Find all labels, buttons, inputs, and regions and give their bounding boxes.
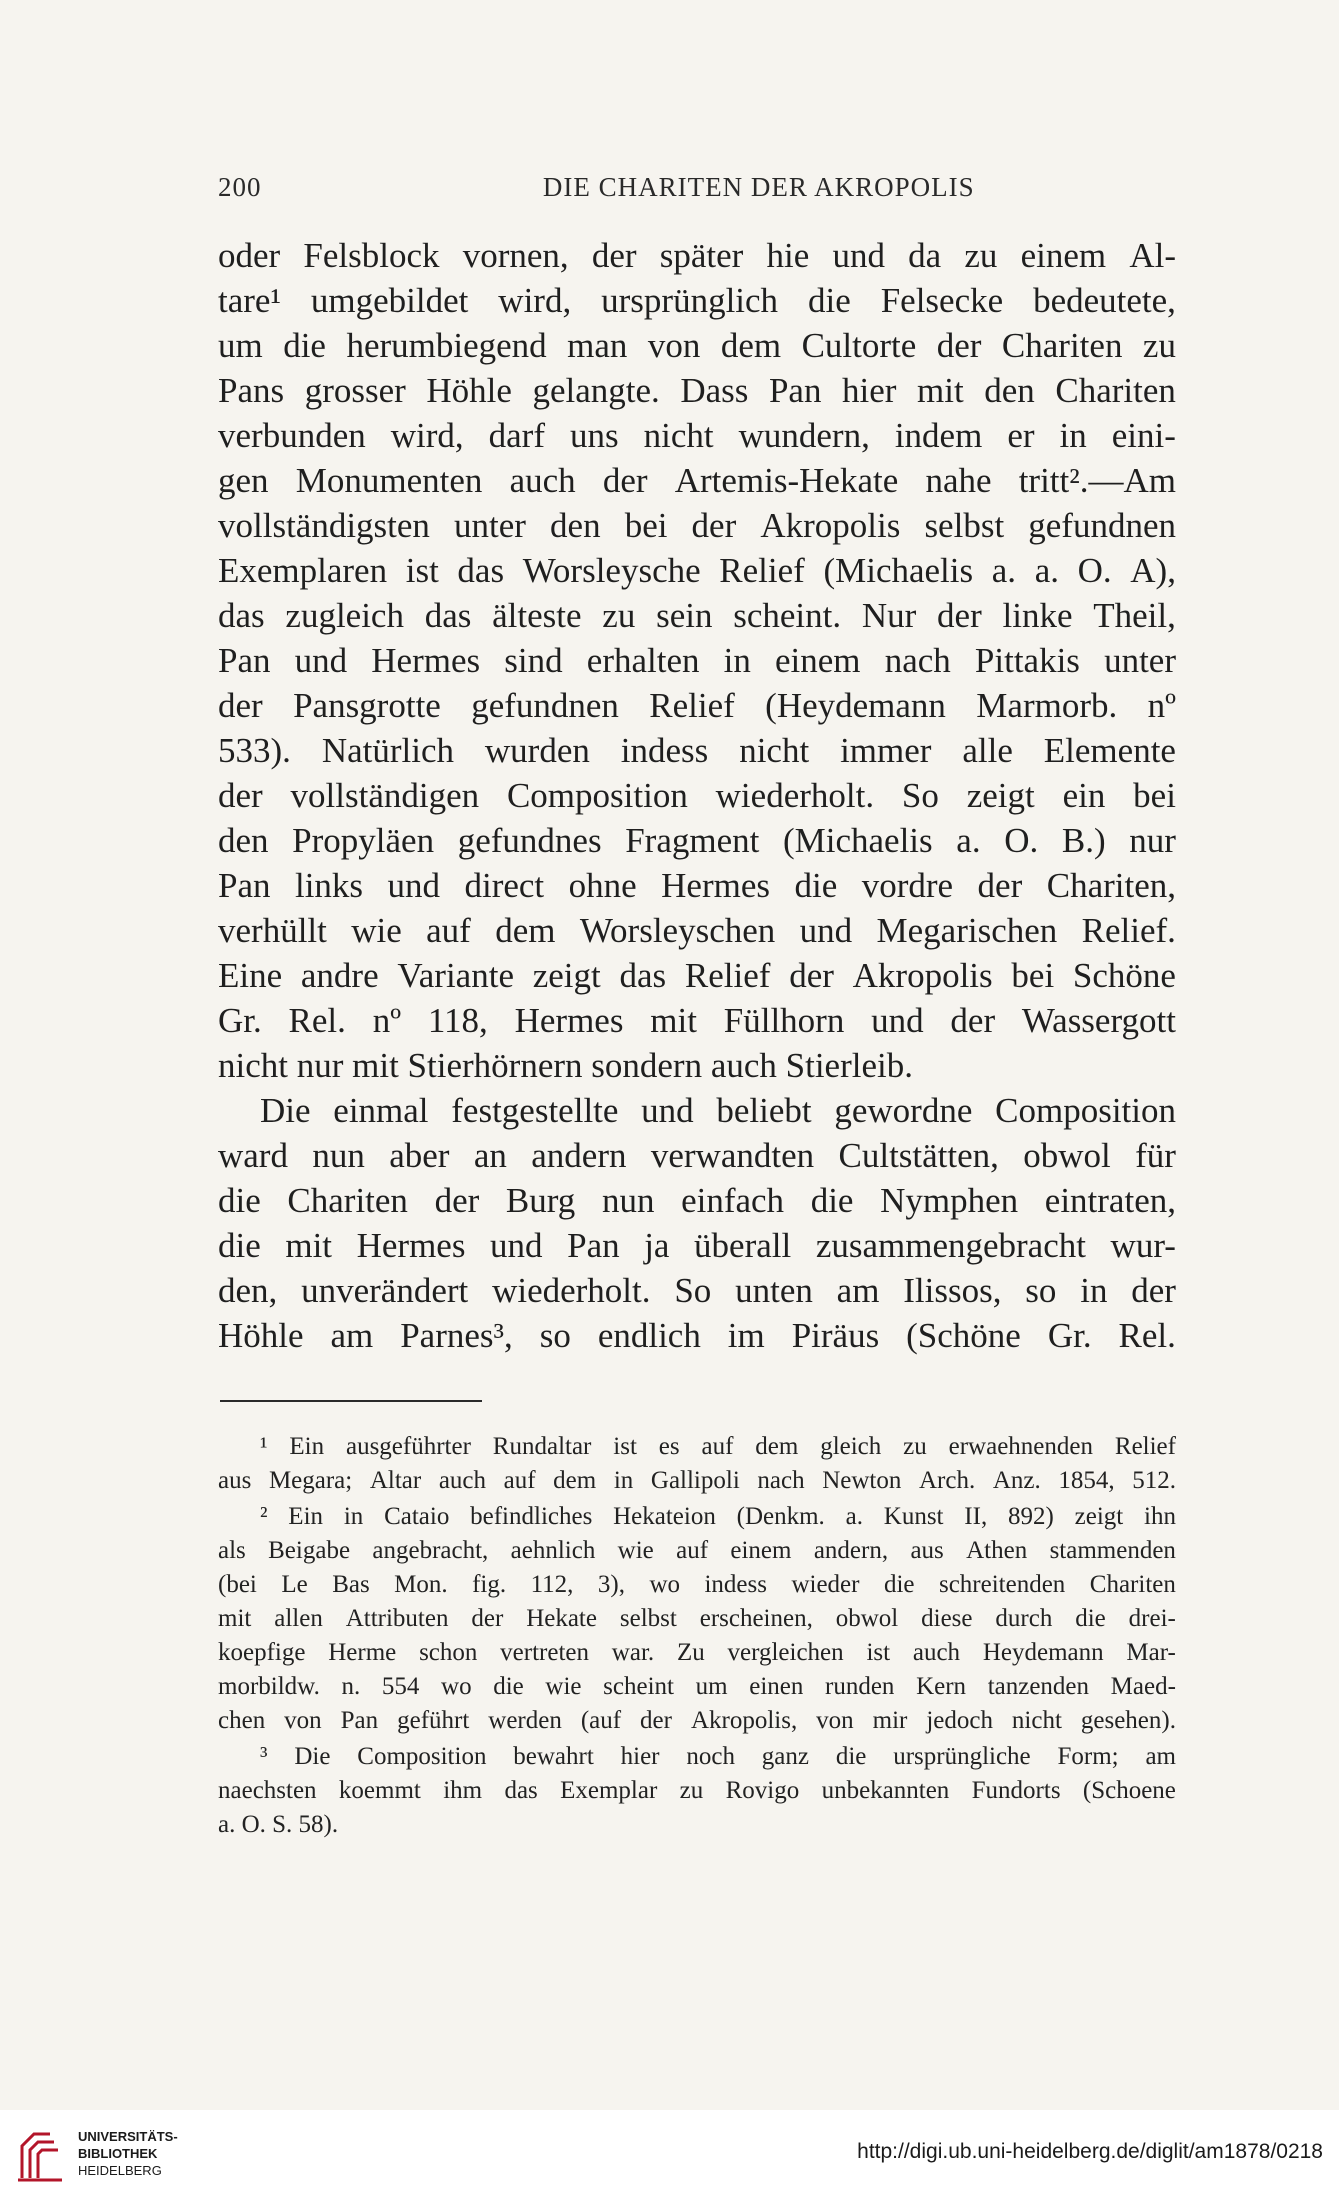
footnote-line: mit allen Attributen der Hekate selbst erscheinen, obwol diese durch die drei- [218,1605,1176,1632]
footnote-line: aus Megara; Altar auch auf dem in Gallipoli nach Newton Arch. Anz. 1854, 512. [218,1467,1176,1494]
footnote-line: ² Ein in Cataio befindliches Hekateion (Denkm. a. Kunst II, 892) zeigt ihn [260,1503,1176,1530]
body-line: Pan links und direct ohne Hermes die vordre der Chariten, [218,866,1176,905]
library-name [78,2128,178,2179]
footnote-line: a. O. S. 58). [218,1811,339,1838]
body-line: um die herumbiegend man von dem Cultorte der Chariten zu [218,326,1176,365]
library-line-1: UNIVERSITÄTS- [78,2129,178,2144]
body-line: Gr. Rel. nº 118, Hermes mit Füllhorn und der Wassergott [218,1001,1176,1040]
library-line-2: BIBLIOTHEK [78,2146,158,2161]
body-line: tare¹ umgebildet wird, ursprünglich die Felsecke bedeutete, [218,281,1176,320]
body-line: ward nun aber an andern verwandten Cultstätten, obwol für [218,1136,1176,1175]
body-line: verhüllt wie auf dem Worsleyschen und Megarischen Relief. [218,911,1176,950]
body-line: der vollständigen Composition wiederholt. So zeigt ein bei [218,776,1176,815]
footnote-line: chen von Pan geführt werden (auf der Akropolis, von mir jedoch nicht gesehen). [218,1707,1176,1734]
body-line: Pan und Hermes sind erhalten in einem nach Pittakis unter [218,641,1176,680]
footnote-rule [220,1400,482,1402]
body-line: das zugleich das älteste zu sein scheint. Nur der linke Theil, [218,596,1176,635]
footnote-line: als Beigabe angebracht, aehnlich wie auf einem andern, aus Athen stammenden [218,1537,1176,1564]
body-line: die Chariten der Burg nun einfach die Nymphen eintraten, [218,1181,1176,1220]
running-header [218,172,1176,203]
body-line: den, unverändert wiederholt. So unten am Ilissos, so in der [218,1271,1176,1310]
footnote-line: koepfige Herme schon vertreten war. Zu vergleichen ist auch Heydemann Mar- [218,1639,1176,1666]
body-line: gen Monumenten auch der Artemis-Hekate nahe tritt².—Am [218,461,1176,500]
page-number: 200 [218,172,262,202]
footnote-line: ¹ Ein ausgeführter Rundaltar ist es auf dem gleich zu erwaehnenden Relief [260,1433,1176,1460]
body-line: der Pansgrotte gefundnen Relief (Heydemann Marmorb. nº [218,686,1176,725]
body-line: oder Felsblock vornen, der später hie und da zu einem Al- [218,236,1176,275]
footnote-line: naechsten koemmt ihm das Exemplar zu Rovigo unbekannten Fundorts (Schoene [218,1777,1176,1804]
body-line: den Propyläen gefundnes Fragment (Michaelis a. O. B.) nur [218,821,1176,860]
body-line: Exemplaren ist das Worsleysche Relief (Michaelis a. a. O. A), [218,551,1176,590]
body-line: vollständigsten unter den bei der Akropolis selbst gefundnen [218,506,1176,545]
body-line: 533). Natürlich wurden indess nicht immer alle Elemente [218,731,1176,770]
body-line: Eine andre Variante zeigt das Relief der Akropolis bei Schöne [218,956,1176,995]
body-line: Höhle am Parnes³, so endlich im Piräus (Schöne Gr. Rel. [218,1316,1176,1355]
library-logo-icon [14,2122,70,2186]
source-url-link[interactable]: http://digi.ub.uni-heidelberg.de/diglit/am1878/0218 [857,2140,1323,2163]
running-title: DIE CHARITEN DER AKROPOLIS [542,172,975,202]
body-line: die mit Hermes und Pan ja überall zusammengebracht wur- [218,1226,1176,1265]
body-line: nicht nur mit Stierhörnern sondern auch Stierleib. [218,1046,913,1085]
body-line: Pans grosser Höhle gelangte. Dass Pan hier mit den Chariten [218,371,1176,410]
footnote-line: morbildw. n. 554 wo die wie scheint um einen runden Kern tanzenden Maed- [218,1673,1176,1700]
body-line: verbunden wird, darf uns nicht wundern, indem er in eini- [218,416,1176,455]
library-line-3: HEIDELBERG [78,2163,162,2178]
footnote-line: (bei Le Bas Mon. fig. 112, 3), wo indess wieder die schreitenden Chariten [218,1571,1176,1598]
footnote-line: ³ Die Composition bewahrt hier noch ganz die ursprüngliche Form; am [260,1743,1176,1770]
body-line: Die einmal festgestellte und beliebt gewordne Composition [260,1091,1176,1130]
